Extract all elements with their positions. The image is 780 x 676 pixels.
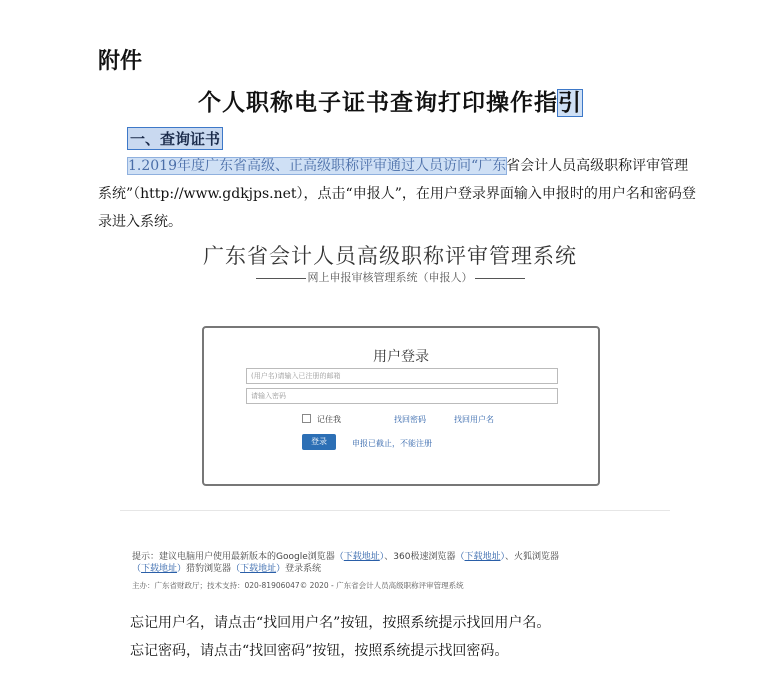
- tip-paren: （: [231, 564, 241, 574]
- step1-selected-text: 1.2019年度广东省高级、正高级职称评审通过人员访问“广东: [128, 158, 507, 174]
- remember-label: 记住我: [317, 415, 341, 424]
- tip-paren: ）: [379, 552, 385, 562]
- login-button[interactable]: 登录: [302, 434, 336, 450]
- find-username-link[interactable]: 找回用户名: [454, 415, 494, 424]
- remember-me[interactable]: [302, 414, 341, 425]
- tip-paren: ）: [177, 564, 187, 574]
- find-password-link[interactable]: 找回密码: [394, 415, 426, 424]
- browser-tip: [132, 551, 677, 575]
- tip-firefox: 、火狐浏览器: [505, 552, 560, 562]
- cheetah-download-link[interactable]: 下载地址: [240, 564, 277, 574]
- system-title: 广东省会计人员高级职称评审管理系统: [203, 244, 577, 268]
- document-title: [0, 84, 780, 117]
- tip-prefix: 提示：建议电脑用户使用最新版本的Google浏览器: [132, 552, 335, 562]
- tip-paren: ）: [500, 552, 506, 562]
- attachment-label: 附件: [98, 49, 143, 74]
- host-line: 主办：广东省财政厅；技术支持：020-81906047© 2020 - 广东省会计人员高级职称评审管理系统: [132, 581, 464, 590]
- system-subtitle: [0, 269, 780, 285]
- google-download-link[interactable]: 下载地址: [343, 552, 380, 562]
- forgot-password-note: 忘记密码，请点击“找回密码”按钮，按照系统提示找回密码。: [130, 643, 509, 659]
- step1-text: 省会计人员高级职称评审管理系统”（http://www.gdkjps.net），点击“申报人”，在用户登录界面输入申报时的用户名和密码登录进入系统。: [98, 158, 696, 230]
- tip-paren: ）: [276, 564, 286, 574]
- 360-download-link[interactable]: 下载地址: [464, 552, 501, 562]
- tip-paren: （: [132, 564, 142, 574]
- tip-cheetah: 猎豹浏览器: [186, 564, 232, 574]
- forgot-username-note: 忘记用户名，请点击“找回用户名”按钮，按照系统提示找回用户名。: [130, 615, 551, 631]
- footer-divider: [120, 510, 670, 511]
- tip-paren: （: [334, 552, 344, 562]
- firefox-download-link[interactable]: 下载地址: [141, 564, 178, 574]
- login-title: 用户登录: [373, 349, 429, 365]
- section-heading: 一、查询证书: [130, 130, 221, 148]
- tip-360: 、360极速浏览器: [384, 552, 456, 562]
- remember-checkbox[interactable]: [302, 414, 311, 423]
- registration-closed-notice[interactable]: 申报已截止，不能注册: [352, 439, 432, 448]
- username-input[interactable]: (用户名)请输入已注册的邮箱: [246, 368, 558, 384]
- title-text: 个人职称电子证书查询打印操作指: [198, 90, 558, 116]
- tip-suffix: 登录系统: [285, 564, 322, 574]
- tip-paren: （: [455, 552, 465, 562]
- title-selected-char: 引: [558, 90, 582, 116]
- step1-paragraph: [98, 152, 698, 236]
- password-input[interactable]: 请输入密码: [246, 388, 558, 404]
- system-subtitle-text: 网上申报审核管理系统（申报人）: [307, 271, 473, 284]
- login-panel: [202, 326, 600, 486]
